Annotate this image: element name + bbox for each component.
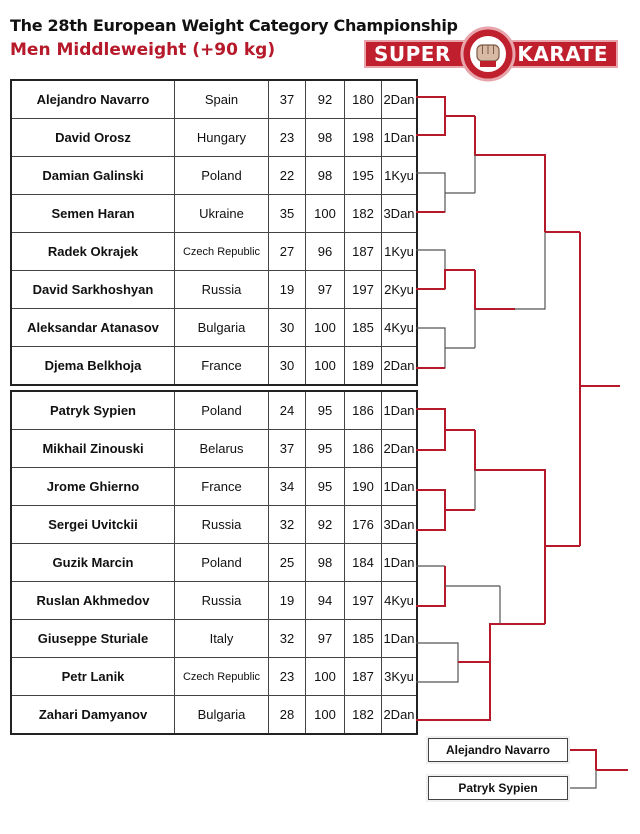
bracket-line bbox=[475, 116, 515, 155]
bracket-line bbox=[445, 270, 475, 289]
competitor-height: 182 bbox=[345, 696, 382, 735]
page-title: The 28th European Weight Category Championship bbox=[10, 16, 458, 35]
competitor-name: Patryk Sypien bbox=[11, 391, 175, 430]
competitor-country: Poland bbox=[175, 157, 269, 195]
competitor-rank: 3Dan bbox=[382, 506, 418, 544]
bracket-line bbox=[568, 770, 596, 788]
competitor-rank: 2Kyu bbox=[382, 271, 418, 309]
competitor-name: Petr Lanik bbox=[11, 658, 175, 696]
competitor-rank: 2Dan bbox=[382, 430, 418, 468]
competitor-age: 35 bbox=[269, 195, 306, 233]
competitor-weight: 100 bbox=[306, 696, 345, 735]
bracket-line bbox=[568, 750, 596, 770]
logo-text-karate: KARATE bbox=[517, 42, 608, 66]
competitor-height: 180 bbox=[345, 80, 382, 119]
competitor-height: 195 bbox=[345, 157, 382, 195]
competitor-weight: 100 bbox=[306, 309, 345, 347]
competitor-country: Italy bbox=[175, 620, 269, 658]
competitor-weight: 98 bbox=[306, 544, 345, 582]
competitor-age: 27 bbox=[269, 233, 306, 271]
competitor-height: 197 bbox=[345, 271, 382, 309]
competitor-height: 185 bbox=[345, 620, 382, 658]
competitor-country: Poland bbox=[175, 544, 269, 582]
competitor-rank: 2Dan bbox=[382, 347, 418, 386]
competitor-age: 28 bbox=[269, 696, 306, 735]
competitor-rank: 4Kyu bbox=[382, 309, 418, 347]
competitor-country: France bbox=[175, 468, 269, 506]
competitor-country: Bulgaria bbox=[175, 696, 269, 735]
competitor-age: 30 bbox=[269, 309, 306, 347]
bracket-line bbox=[515, 470, 545, 546]
competitor-country: Bulgaria bbox=[175, 309, 269, 347]
competitor-country: Hungary bbox=[175, 119, 269, 157]
bracket-line bbox=[475, 270, 515, 309]
competitor-name: Aleksandar Atanasov bbox=[11, 309, 175, 347]
competitor-height: 186 bbox=[345, 430, 382, 468]
competitor-name: Alejandro Navarro bbox=[11, 80, 175, 119]
competitor-weight: 100 bbox=[306, 195, 345, 233]
competitor-weight: 95 bbox=[306, 391, 345, 430]
competitor-country: Czech Republic bbox=[175, 658, 269, 696]
competitor-weight: 95 bbox=[306, 430, 345, 468]
competitor-name: David Orosz bbox=[11, 119, 175, 157]
competitor-age: 30 bbox=[269, 347, 306, 386]
competitor-name: Ruslan Akhmedov bbox=[11, 582, 175, 620]
competitor-name: David Sarkhoshyan bbox=[11, 271, 175, 309]
competitor-height: 184 bbox=[345, 544, 382, 582]
competitor-age: 24 bbox=[269, 391, 306, 430]
bracket-line bbox=[445, 97, 475, 116]
competitor-height: 185 bbox=[345, 309, 382, 347]
bracket-line bbox=[416, 250, 445, 289]
competitor-weight: 94 bbox=[306, 582, 345, 620]
competitor-age: 19 bbox=[269, 582, 306, 620]
competitor-height: 197 bbox=[345, 582, 382, 620]
competitor-country: Russia bbox=[175, 506, 269, 544]
competitor-age: 23 bbox=[269, 658, 306, 696]
competitor-name: Sergei Uvitckii bbox=[11, 506, 175, 544]
competitor-name: Mikhail Zinouski bbox=[11, 430, 175, 468]
competitor-age: 37 bbox=[269, 430, 306, 468]
competitor-height: 186 bbox=[345, 391, 382, 430]
bracket-line bbox=[490, 624, 500, 662]
competitor-weight: 98 bbox=[306, 119, 345, 157]
competitor-rank: 2Dan bbox=[382, 696, 418, 735]
competitor-height: 187 bbox=[345, 658, 382, 696]
competitor-weight: 92 bbox=[306, 506, 345, 544]
bracket-line bbox=[515, 155, 545, 232]
competitor-rank: 1Kyu bbox=[382, 233, 418, 271]
competitor-rank: 3Kyu bbox=[382, 658, 418, 696]
competitor-weight: 92 bbox=[306, 80, 345, 119]
competitor-age: 22 bbox=[269, 157, 306, 195]
final-finalist-2: Patryk Sypien bbox=[428, 776, 568, 800]
competitor-weight: 97 bbox=[306, 620, 345, 658]
competitor-weight: 98 bbox=[306, 157, 345, 195]
competitor-rank: 1Dan bbox=[382, 119, 418, 157]
competitor-name: Jrome Ghierno bbox=[11, 468, 175, 506]
competitor-age: 25 bbox=[269, 544, 306, 582]
competitor-height: 198 bbox=[345, 119, 382, 157]
competitor-name: Djema Belkhoja bbox=[11, 347, 175, 386]
competitor-name: Semen Haran bbox=[11, 195, 175, 233]
competitor-weight: 100 bbox=[306, 347, 345, 386]
competitor-age: 34 bbox=[269, 468, 306, 506]
competitor-weight: 100 bbox=[306, 658, 345, 696]
competitor-age: 32 bbox=[269, 620, 306, 658]
bracket-line bbox=[475, 430, 515, 470]
competitor-height: 190 bbox=[345, 468, 382, 506]
competitor-name: Guzik Marcin bbox=[11, 544, 175, 582]
competitor-age: 32 bbox=[269, 506, 306, 544]
competitor-country: Poland bbox=[175, 391, 269, 430]
competitor-height: 182 bbox=[345, 195, 382, 233]
competitor-rank: 1Dan bbox=[382, 391, 418, 430]
competitor-height: 189 bbox=[345, 347, 382, 386]
competitor-country: Belarus bbox=[175, 430, 269, 468]
bracket-line bbox=[515, 232, 545, 309]
competitor-name: Giuseppe Sturiale bbox=[11, 620, 175, 658]
competitor-age: 19 bbox=[269, 271, 306, 309]
competitor-height: 176 bbox=[345, 506, 382, 544]
competitor-weight: 97 bbox=[306, 271, 345, 309]
competitor-rank: 1Dan bbox=[382, 620, 418, 658]
page-subtitle: Men Middleweight (+90 kg) bbox=[10, 40, 276, 60]
bracket-line bbox=[416, 662, 490, 720]
competitor-rank: 2Dan bbox=[382, 80, 418, 119]
competitor-rank: 1Kyu bbox=[382, 157, 418, 195]
competitor-weight: 95 bbox=[306, 468, 345, 506]
competitor-country: Spain bbox=[175, 80, 269, 119]
competitor-height: 187 bbox=[345, 233, 382, 271]
competitor-age: 37 bbox=[269, 80, 306, 119]
competitor-rank: 1Dan bbox=[382, 544, 418, 582]
bracket-line bbox=[416, 173, 445, 212]
competitor-country: Russia bbox=[175, 582, 269, 620]
bracket-line bbox=[416, 566, 445, 606]
competitor-name: Radek Okrajek bbox=[11, 233, 175, 271]
competitor-name: Zahari Damyanov bbox=[11, 696, 175, 735]
competitor-rank: 1Dan bbox=[382, 468, 418, 506]
bracket-line bbox=[416, 409, 445, 450]
logo-text-super: SUPER bbox=[374, 42, 451, 66]
competitor-rank: 3Dan bbox=[382, 195, 418, 233]
competitor-age: 23 bbox=[269, 119, 306, 157]
final-finalist-1: Alejandro Navarro bbox=[428, 738, 568, 762]
competitor-country: Ukraine bbox=[175, 195, 269, 233]
bracket-line bbox=[416, 328, 445, 368]
bracket-line bbox=[416, 643, 458, 682]
competitor-country: France bbox=[175, 347, 269, 386]
competitor-weight: 96 bbox=[306, 233, 345, 271]
competitor-country: Czech Republic bbox=[175, 233, 269, 271]
competitor-rank: 4Kyu bbox=[382, 582, 418, 620]
competitor-country: Russia bbox=[175, 271, 269, 309]
bracket-line bbox=[416, 490, 445, 530]
bracket-line bbox=[416, 97, 445, 135]
competitor-name: Damian Galinski bbox=[11, 157, 175, 195]
